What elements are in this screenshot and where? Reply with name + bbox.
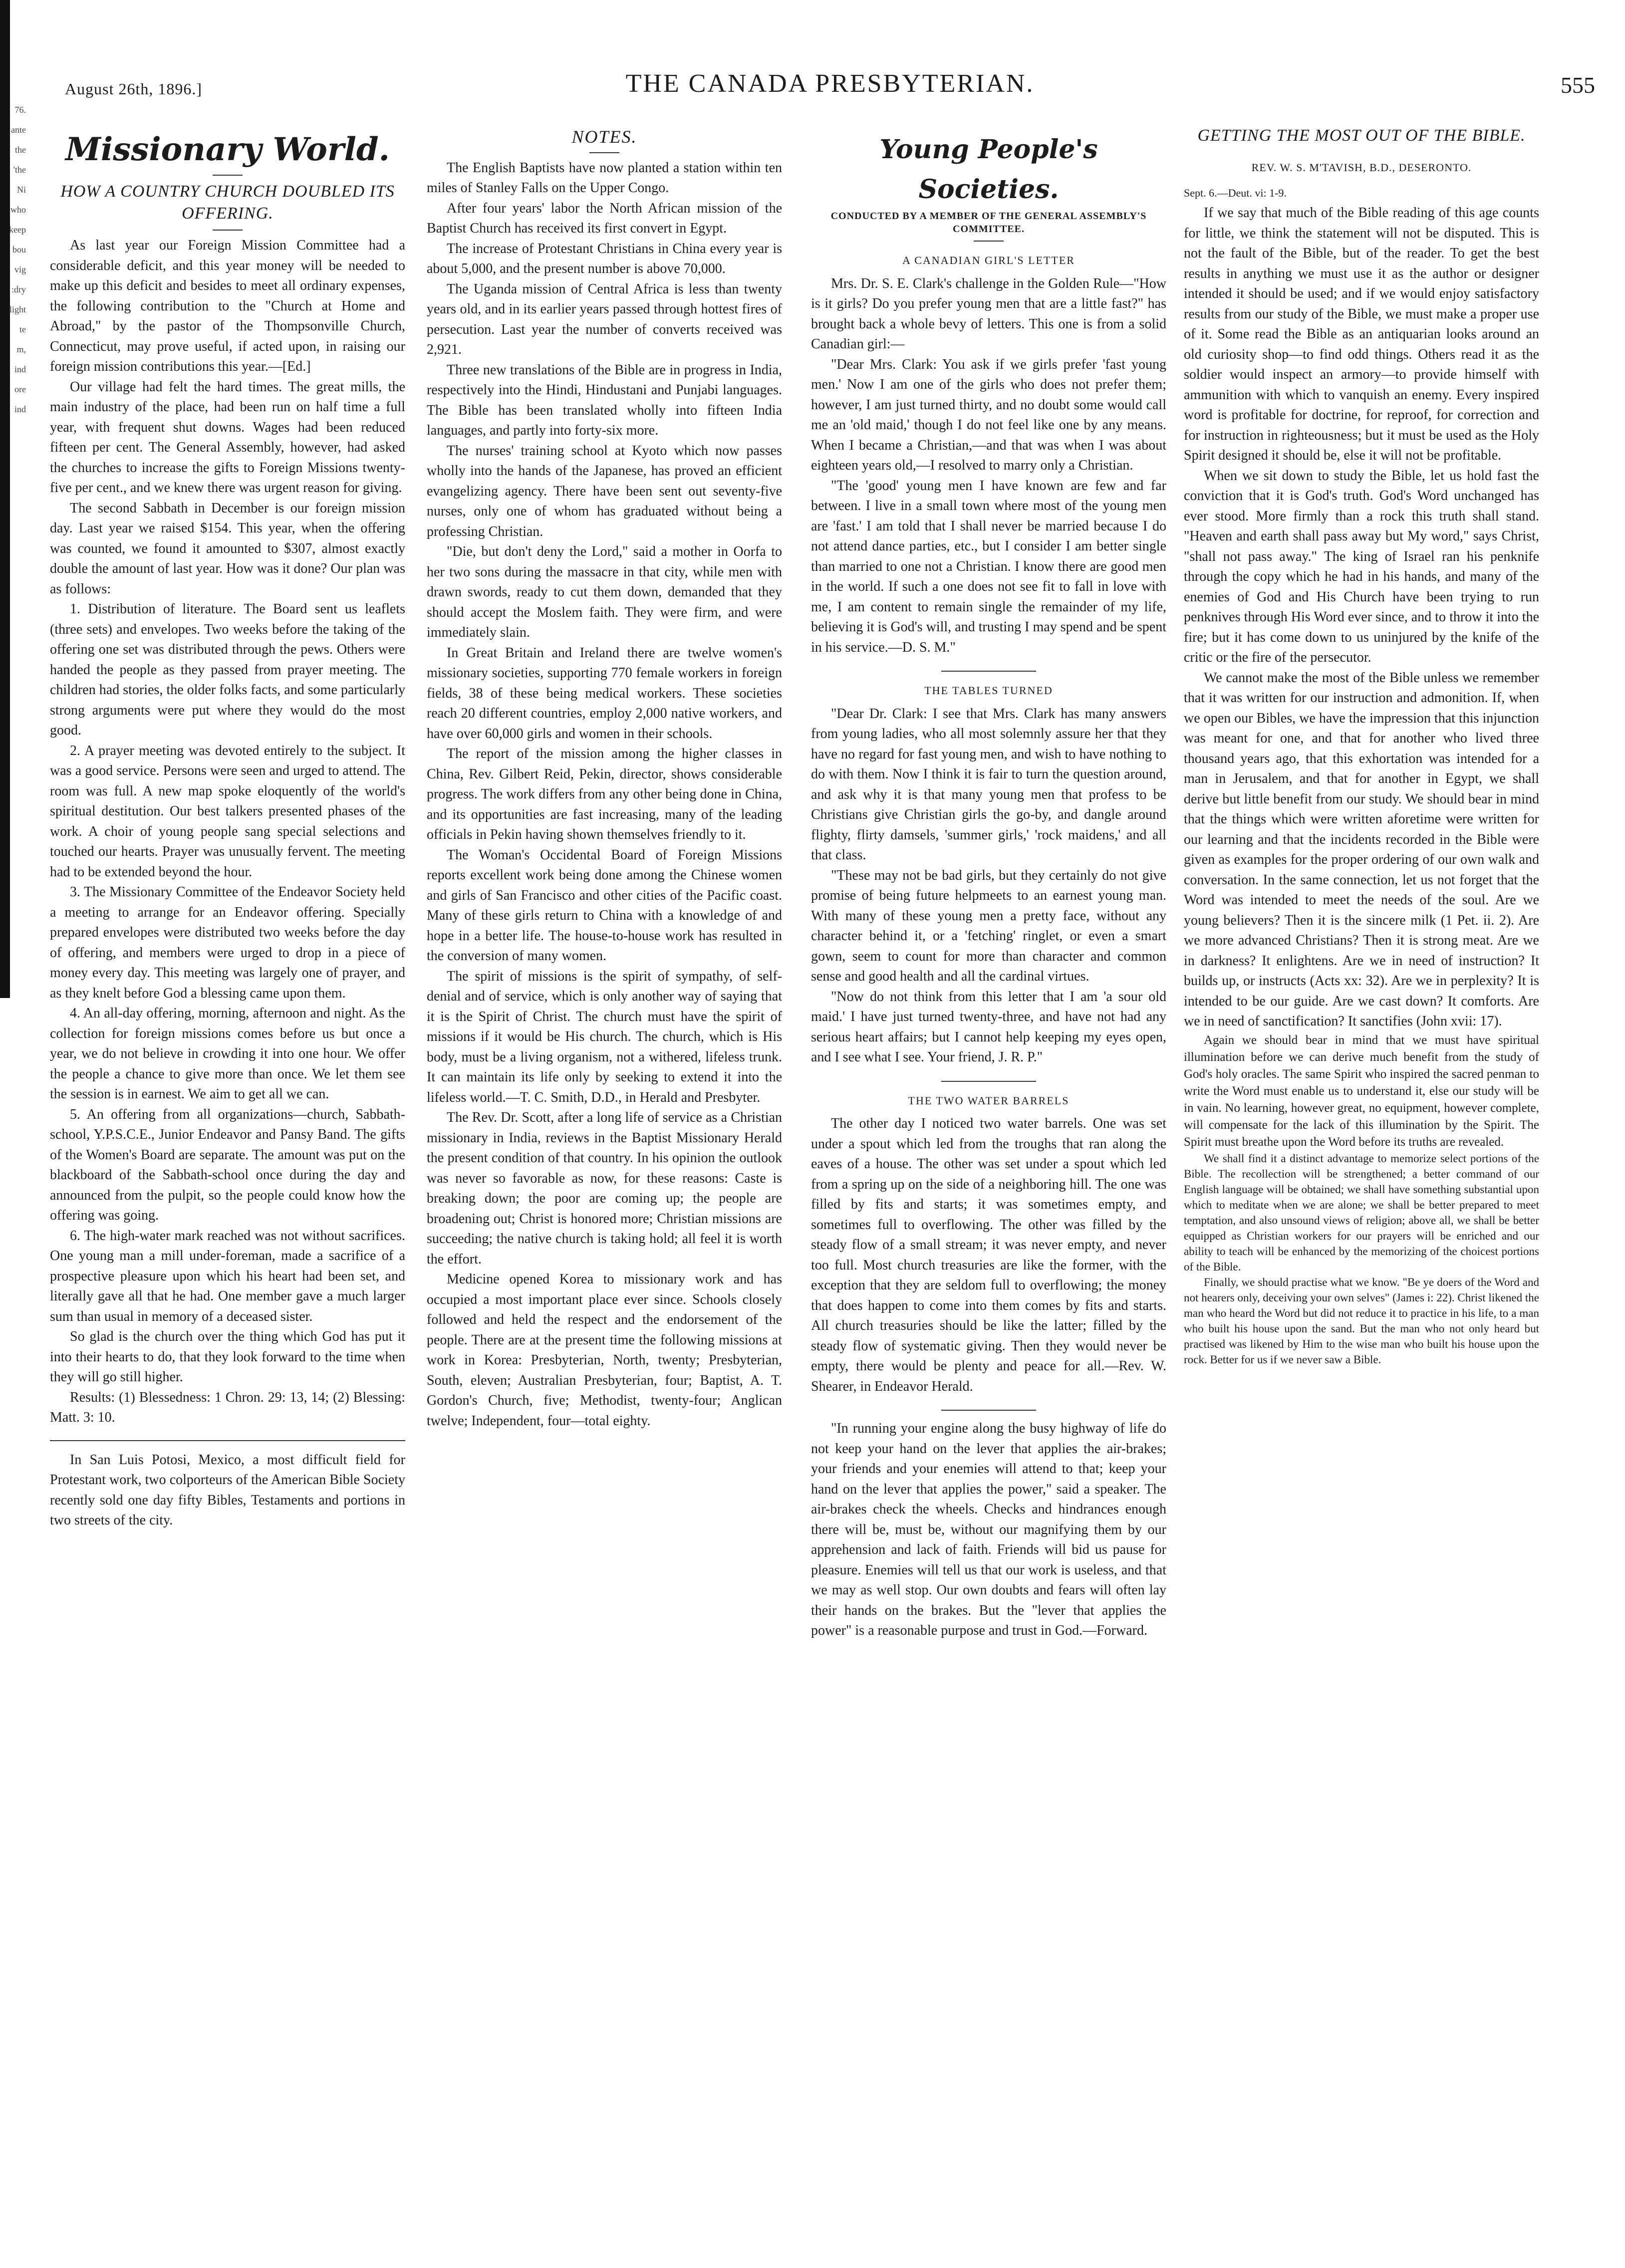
- notes-body: [427, 158, 782, 1432]
- subsection-title: A CANADIAN GIRL'S LETTER: [902, 254, 1075, 266]
- margin-fragment: ore: [14, 384, 26, 394]
- paragraph: Medicine opened Korea to missionary work and has occupied a most important place ever since. Schools closely followed and held the respect and the endorsement of the people. There are at the present time the following missions at work in Korea: Presbyterian, North, twenty; Presbyterian, South, eleven; Australian Presbyterian, four; Baptist, A. T. Gordon's Church, five; Methodist, twenty-four; Anglican twelve; Independent, four—total eighty.: [427, 1271, 782, 1429]
- paragraph: 5. An offering from all organizations—church, Sabbath-school, Y.P.S.C.E., Junior Endeavor and Pansy Band. The gifts of the Women's Board are separate. The amount was put on the blackboard of the Sabbath-school once during the day and announced from the pulpit, so the people could know how the offering was going.: [50, 1106, 405, 1223]
- divider: [213, 230, 243, 231]
- margin-fragment: the: [15, 145, 26, 155]
- paragraph: The Rev. Dr. Scott, after a long life of service as a Christian missionary in India, reviews in the Baptist Missionary Herald the present condition of that country. In his opinion the outlook was never so favorable as now, for these reasons: Caste is breaking down; the poor are coming up; the people are broadening out; Christ is honored more; Christian missions are succeeding; the native church is taking hold; all feel it is worth the effort.: [427, 1110, 782, 1267]
- paragraph: The nurses' training school at Kyoto which now passes wholly into the hands of the Japanese, has proved an efficient evangelizing agency. There have been sent out seventy-five nurses, only one of whom has graduated without being a professing Christian.: [427, 443, 782, 539]
- margin-fragment: vig: [14, 264, 26, 274]
- paragraph: In Great Britain and Ireland there are twelve women's missionary societies, supporting 770 female workers in foreign fields, 38 of these being medical workers. These societies reach 20 different countries, employ 2,000 native workers, and have over 60,000 girls and women in their schools.: [427, 645, 782, 742]
- paragraph: 3. The Missionary Committee of the Endeavor Society held a meeting to arrange for an Endeavor offering. Specially prepared envelopes were distributed two weeks before the day of offering, and members were urged to drop in a piece of money every day. This meeting was largely one of prayer, and as they knelt before God a blessing came upon them.: [50, 884, 405, 1001]
- column-bible-study: [1184, 125, 1539, 2226]
- subsection-title: THE TWO WATER BARRELS: [908, 1094, 1070, 1107]
- paragraph: The English Baptists have now planted a station within ten miles of Stanley Falls on the Upper Congo.: [427, 160, 782, 196]
- paragraph: Mrs. Dr. S. E. Clark's challenge in the Golden Rule—"How is it girls? Do you prefer young men that are a little fast?" has brought back a whole bevy of letters. This one is from a solid Canadian girl:—: [811, 275, 1166, 352]
- margin-fragment: bou: [12, 245, 26, 254]
- paragraph: 1. Distribution of literature. The Board sent us leaflets (three sets) and envelopes. Two weeks before the taking of the offering one set was distributed through the pews. Others were handed the people as they passed from prayer meeting. The children had stories, the older folks facts, and some particularly strong arguments were put where they would do the most good.: [50, 601, 405, 738]
- paragraph: So glad is the church over the thing which God has put it into their hearts to do, that they look forward to the time when they will go still higher.: [50, 1329, 405, 1385]
- subsection-body: [811, 1419, 1166, 1641]
- section-heading: Missionary World.: [65, 131, 390, 168]
- margin-fragment: :dry: [11, 284, 26, 294]
- subsection-body: [811, 274, 1166, 658]
- paragraph: 6. The high-water mark reached was not without sacrifices. One young man a mill under-foreman, made a sacrifice of a prospective pleasure upon which his heart had been set, and literally gave all that he had. One member gave a much larger sum than usual in memory of a deceased sister.: [50, 1228, 405, 1324]
- article-author: REV. W. S. M'TAVISH, B.D., DESERONTO.: [1251, 161, 1472, 174]
- article-title: GETTING THE MOST OUT OF THE BIBLE.: [1197, 126, 1526, 145]
- margin-fragment: ante: [11, 125, 26, 135]
- subsection-body: [811, 1114, 1166, 1397]
- section-heading: NOTES.: [571, 127, 637, 147]
- paragraph: "Die, but don't deny the Lord," said a mother in Oorfa to her two sons during the massacre in that city, while men with drawn swords, ready to cut them down, demanded that they should accept the Moslem faith. They were firm, and were immediately slain.: [427, 544, 782, 640]
- margin-fragment: keep: [9, 225, 26, 235]
- margin-fragment: m,: [16, 344, 26, 354]
- paragraph: "These may not be bad girls, but they certainly do not give promise of being future helpmeets to an earnest young man. With many of these young men a pretty face, without any character behind it, or a 'fetching' ringlet, or even a smart gown, seem to count for more than character and common sense and good health and all the cardinal virtues.: [811, 867, 1166, 984]
- divider: [941, 671, 1036, 672]
- margin-fragment: 'the: [13, 165, 26, 175]
- margin-fragment: Ni: [17, 185, 26, 195]
- paragraph: The other day I noticed two water barrels. One was set under a spout which led from the troughs that ran along the eaves of a house. The other was set under a spout which led from a spring up on the side of a neighboring hill. The one was filled by fits and starts; it was sometimes empty, and sometimes full to overflowing. The other was filled by the steady flow of a small stream; it was never empty, and never too full. Most church treasuries are like the former, with the exception that they are seldom full to overflowing; the money that does happen to come into them comes by fits and starts. All church treasuries should be like the latter; filled by the steady flow of systematic giving. Then they would never be empty, there would be plenty and peace for all.—Rev. W. Shearer, in Endeavor Herald.: [811, 1116, 1166, 1394]
- paragraph: When we sit down to study the Bible, let us hold fast the conviction that it is God's truth. God's Word unchanged has ever stood. More firmly than a rock this truth shall stand. "Heaven and earth shall pass away but My word," says Christ, "shall not pass away." The king of Israel ran his penknife through the copy which he had in his hands, and many of the enemies of God and His Church have been trying to run penknives through His Word ever since, and to throw it into the fire; but it has come down to us uninjured by the knife of the critic or the fire of the persecutor.: [1184, 468, 1539, 665]
- paragraph: 4. An all-day offering, morning, afternoon and night. As the collection for foreign missions comes before us but once a year, we do not believe in crowding it into one hour. We offer the people a chance to give more than once. We let them see the session is in earnest. We aim to get all we can.: [50, 1006, 405, 1102]
- article-title: HOW A COUNTRY CHURCH DOUBLED ITS OFFERING.: [60, 182, 395, 223]
- paragraph: The second Sabbath in December is our foreign mission day. Last year we raised $154. This year, when the offering was counted, we found it amounted to $307, almost exactly double the amount of last year. How was it done? Our plan was as follows:: [50, 500, 405, 597]
- paragraph: Again we should bear in mind that we must have spiritual illumination before we can derive much benefit from the study of God's holy oracles. The same Spirit who inspired the sacred penman to write the Word must enable us to understand it, else our study will be in vain. No learning, however great, no equipment, however complete, will compensate for the lack of this illumination by the Spirit. The Spirit must breathe upon the Word before its truths are revealed.: [1184, 1033, 1539, 1149]
- margin-fragments: [0, 100, 26, 419]
- article-body: [50, 236, 405, 1428]
- paragraph: "Dear Mrs. Clark: You ask if we girls prefer 'fast young men.' Now I am one of the girls who does not prefer them; however, I am just turned thirty, and no doubt some would call me an 'old maid,' though I do not feel like one by any means. When I became a Christian,—and that was when I was about eighteen years old,—I resolved to marry only a Christian.: [811, 356, 1166, 473]
- paragraph: We cannot make the most of the Bible unless we remember that it was written for our instruction and admonition. If, when we open our Bibles, we have the impression that this injunction was meant for one, and that for another who lived three thousand years ago, that this exhortation was intended for a man in Jerusalem, and that for another in Egypt, we shall derive but little benefit from our study. We should bear in mind that the things which were written aforetime were written for our learning and that the incidents recorded in the Bible were given as examples for the proper ordering of our own walk and conversation. In the same connection, let us not forget that the Word was intended to meet the needs of the soul. Are we young believers? Then it is the sincere milk (1 Pet. ii. 2). Are we more advanced Christians? Then it is strong meat. Are we in darkness? It enlightens. Are we in need of instruction? It builds up, or instructs (Acts xx: 32). Are we in perplexity? It is intended to be our guide. Are we cast down? It comforts. Are we in need of sanctification? It sanctifies (John xvii: 17).: [1184, 670, 1539, 1029]
- paragraph: The Woman's Occidental Board of Foreign Missions reports excellent work being done among the Chinese women and girls of San Francisco and other cities of the Pacific coast. Many of these girls return to China with a knowledge of and hope in a better life. The house-to-house work has resulted in the conversion of many women.: [427, 847, 782, 964]
- paragraph: "The 'good' young men I have known are few and far between. I live in a small town where most of the young men are 'fast.' I am told that I shall never be married because I do not attend dance parties, etc., but I consider I am better single than married to one not a Christian. I know there are good men in the world. If such a one does not see fit to fall in love with me, I am content to remain single the remainder of my life, believing it is God's will, and trusting I may spend and be spent in his service.—D. S. M.": [811, 478, 1166, 655]
- column-missionary-world: [50, 125, 405, 2226]
- margin-fragment: ind: [14, 364, 26, 374]
- paragraph: The Uganda mission of Central Africa is less than twenty years old, and in its earlier years passed through hottest fires of persecution. Last year the number of converts received was 2,921.: [427, 281, 782, 357]
- divider: [50, 1440, 405, 1441]
- paragraph: "In running your engine along the busy highway of life do not keep your hand on the lever that applies the air-brakes; your friends and your enemies will attend to that; keep your hand on the lever that applies the power," said a speaker. The air-brakes check the wheels. Checks and hindrances enough there will be, must be, without our magnifying them by our apprehension and lack of faith. Friends will bid us pause for pleasure. Enemies will tell us that our work is useless, and that we may as well stop. Our own doubts and fears will often lay their hands on the brakes. But the "lever that applies the power" is a reasonable purpose and trust in God.—Forward.: [811, 1421, 1166, 1638]
- divider: [589, 152, 619, 153]
- subsection-body: [811, 704, 1166, 1068]
- divider: [941, 1410, 1036, 1411]
- paragraph: Our village had felt the hard times. The great mills, the main industry of the place, had been run on half time a full year, with frequent shut downs. Wages had been reduced fifteen per cent. The General Assembly, however, had asked the churches to increase the gifts to Foreign Missions twenty-five per cent., and we knew there was urgent reason for giving.: [50, 379, 405, 496]
- scripture-reference: Sept. 6.—Deut. vi: 1-9.: [1184, 186, 1287, 199]
- margin-fragment: who: [10, 205, 26, 215]
- subsection-title: THE TABLES TURNED: [924, 684, 1053, 697]
- paragraph: Results: (1) Blessedness: 1 Chron. 29: 13, 14; (2) Blessing: Matt. 3: 10.: [50, 1389, 405, 1425]
- margin-fragment: 76.: [14, 105, 26, 115]
- margin-fragment: te: [19, 324, 26, 334]
- paragraph: Finally, we should practise what we know. "Be ye doers of the Word and not hearers only, deceiving your own selves" (James i: 22). Christ likened the man who heard the Word but did not reduce it to practice in his life, to a man who built his house upon the sand. But the man who not only heard but practised was likened by Him to the wise man who built his house upon the rock. Better for us if we never saw a Bible.: [1184, 1275, 1539, 1366]
- paragraph: After four years' labor the North African mission of the Baptist Church has received its first convert in Egypt.: [427, 200, 782, 236]
- issue-date: August 26th, 1896.]: [65, 80, 202, 98]
- paragraph: 2. A prayer meeting was devoted entirely to the subject. It was a good service. Persons were seen and urged to attend. The room was full. A new map spoke eloquently of the world's spiritual destitution. Our best talkers presented phases of the work. A choir of young people sang special selections and touched our hearts. Prayer was unusually fervent. The meeting had to be extended beyond the hour.: [50, 743, 405, 880]
- paragraph: We shall find it a distinct advantage to memorize select portions of the Bible. The recollection will be strengthened; a better command of our English language will be obtained; we shall have something substantial upon which to meditate when we are alone; we shall be better prepared to meet temptation, and also unsound views of religion; above all, we shall be better equipped as Christian workers for our prayers will be enriched and our ability to teach will be enhanced by the memorizing of the choicest portions of the Bible.: [1184, 1152, 1539, 1273]
- page-number: 555: [1561, 72, 1595, 98]
- paragraph: The spirit of missions is the spirit of sympathy, of self-denial and of service, which is only another way of saying that it is the Spirit of Christ. The church must have the spirit of missions if it would be His church. The church, which is His body, must be a living organism, not a withered, lifeless trunk. It can maintain its life only by seeking to extend it into the lifeless world.—T. C. Smith, D.D., in Herald and Presbyter.: [427, 968, 782, 1105]
- paragraph: "Now do not think from this letter that I am 'a sour old maid.' I have just turned twenty-three, and have not had any serious heart affairs; but I cannot help keeping my eyes open, and I see what I see. Your friend, J. R. P.": [811, 989, 1166, 1065]
- article-body: [1184, 203, 1539, 1367]
- divider: [974, 241, 1004, 242]
- paragraph: As last year our Foreign Mission Committee had a considerable deficit, and this year money will be needed to make up this deficit and besides to meet all ordinary expenses, the following contribution to the "Church at Home and Abroad," by the pastor of the Thompsonville Church, Connecticut, may prove useful, if acted upon, in raising our foreign mission contributions this year.—[Ed.]: [50, 238, 405, 374]
- section-heading: Young People's Societies.: [879, 134, 1098, 205]
- page-header: [65, 69, 1595, 104]
- column-young-peoples-societies: [811, 125, 1166, 2226]
- column-notes: [427, 125, 782, 2226]
- paragraph: "Dear Dr. Clark: I see that Mrs. Clark has many answers from young ladies, who all most solemnly assure her that they have no regard for fast young men, and wish to have nothing to do with them. Now I think it is fair to turn the question around, and ask why it is that many young men that profess to be Christians give Christian girls the go-by, and dangle around flighty, flirty damsels, 'summer girls,' 'rock maidens,' and all that class.: [811, 706, 1166, 863]
- divider: [941, 1081, 1036, 1082]
- paragraph: The increase of Protestant Christians in China every year is about 5,000, and the present number is above 70,000.: [427, 241, 782, 276]
- margin-fragment: ind: [14, 404, 26, 414]
- paragraph: Three new translations of the Bible are in progress in India, respectively into the Hindi, Hindustani and Punjabi languages. The Bible has been translated wholly into fifteen India languages, and partly into forty-six more.: [427, 362, 782, 438]
- paragraph: The report of the mission among the higher classes in China, Rev. Gilbert Reid, Pekin, director, shows considerable progress. The work differs from any other being done in China, and its opportunities are fast increasing, many of the leading officials in Pekin having shown themselves friendly to it.: [427, 746, 782, 842]
- margin-fragment: light: [9, 304, 26, 314]
- closing-paragraph: In San Luis Potosi, Mexico, a most difficult field for Protestant work, two colporteurs of the American Bible Society recently sold one day fifty Bibles, Testaments and portions in two streets of the city.: [50, 1452, 405, 1528]
- paragraph: If we say that much of the Bible reading of this age counts for little, we think the statement will not be disputed. This is not the fault of the Bible, but of the reader. To get the best results in anything we must use it as the author or designer intended it should be used; and if we would enjoy satisfactory results from our study of the Bible, we must make a proper use of it. Some read the Bible as an antiquarian looks around an old curiosity shop—to find odd things. Others read it as the soldier would inspect an armory—to provide himself with ammunition with which to vanquish an enemy. Every inspired word is profitable for doctrine, for reproof, for correction and for instruction in righteousness; but it must be used as the Holy Spirit designed it should be, else it will not be profitable.: [1184, 205, 1539, 463]
- divider: [213, 175, 243, 176]
- conducted-by: CONDUCTED BY A MEMBER OF THE GENERAL ASSEMBLY'S COMMITTEE.: [830, 211, 1147, 235]
- newspaper-title: THE CANADA PRESBYTERIAN.: [625, 69, 1035, 98]
